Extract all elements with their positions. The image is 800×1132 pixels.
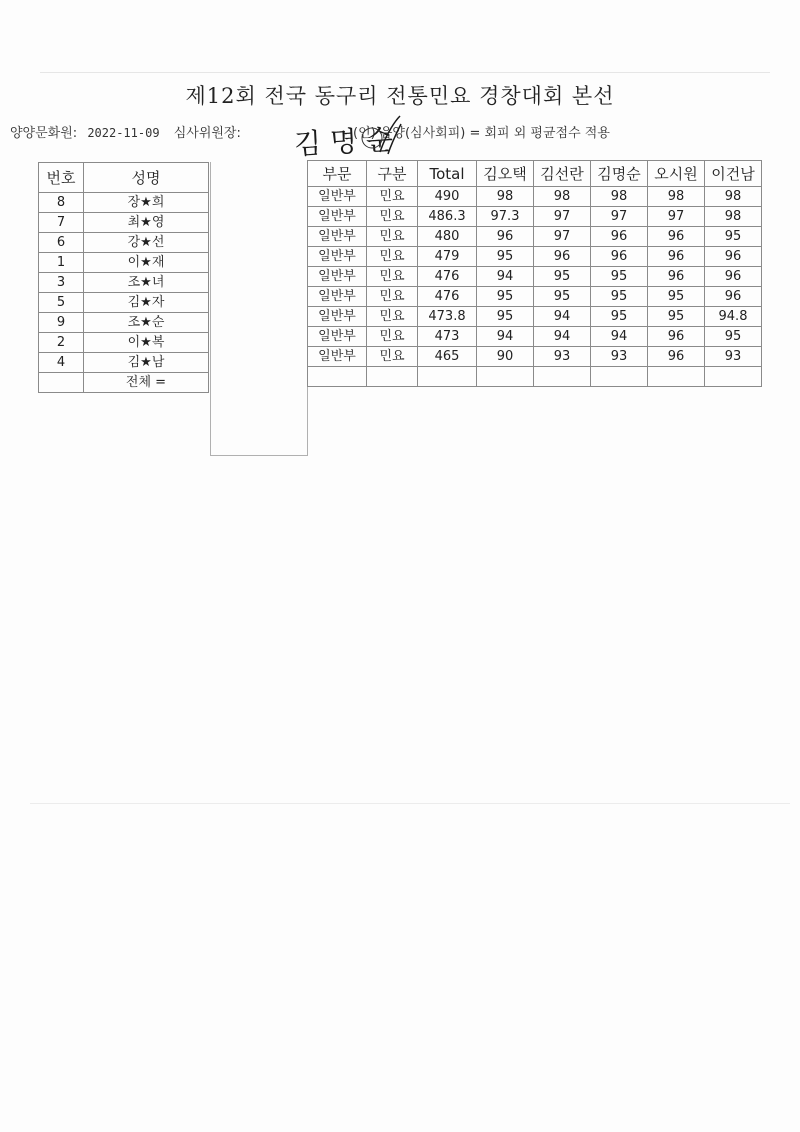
score-cell: 94 (534, 307, 591, 327)
score-cell: 98 (648, 187, 705, 207)
score-cell: 일반부 (308, 247, 367, 267)
score-cell: 95 (591, 267, 648, 287)
score-cell: 97 (534, 227, 591, 247)
table-row (39, 273, 209, 293)
score-cell: 98 (534, 187, 591, 207)
contestant-name: 장★희 (84, 193, 209, 213)
score-cell: 98 (477, 187, 534, 207)
score-cell: 490 (418, 187, 477, 207)
score-cell: 476 (418, 267, 477, 287)
empty-cell (705, 367, 762, 387)
score-cell: 민요 (367, 327, 418, 347)
contestant-number: 3 (39, 273, 84, 293)
table-row (39, 233, 209, 253)
score-cell: 96 (591, 227, 648, 247)
date-text: 2022-11-09 (87, 126, 160, 140)
total-row (39, 373, 209, 393)
table-row (308, 227, 762, 247)
empty-cell (648, 367, 705, 387)
empty-cell (308, 367, 367, 387)
score-cell: 95 (591, 287, 648, 307)
score-table (307, 160, 762, 387)
score-cell: 95 (705, 327, 762, 347)
table-row (308, 327, 762, 347)
contestant-number: 7 (39, 213, 84, 233)
score-cell: 95 (534, 267, 591, 287)
column-header: Total (418, 161, 477, 187)
score-cell: 일반부 (308, 227, 367, 247)
table-row (39, 293, 209, 313)
score-cell: 민요 (367, 347, 418, 367)
score-cell: 96 (591, 247, 648, 267)
contestant-number: 1 (39, 253, 84, 273)
table-row (308, 207, 762, 227)
column-header: 이건남 (705, 161, 762, 187)
table-row (39, 193, 209, 213)
contestant-table (38, 162, 209, 393)
contestant-name: 강★선 (84, 233, 209, 253)
score-cell: 476 (418, 287, 477, 307)
total-label: 전체 = (84, 373, 209, 393)
score-cell: 민요 (367, 307, 418, 327)
contestant-number: 8 (39, 193, 84, 213)
score-cell: 민요 (367, 287, 418, 307)
score-cell: 93 (534, 347, 591, 367)
score-cell: 486.3 (418, 207, 477, 227)
column-header: 오시원 (648, 161, 705, 187)
empty-cell (477, 367, 534, 387)
score-cell: 95 (534, 287, 591, 307)
contestant-name: 이★재 (84, 253, 209, 273)
column-header: 구분 (367, 161, 418, 187)
score-cell: 95 (591, 307, 648, 327)
table-row (308, 287, 762, 307)
contestant-number: 9 (39, 313, 84, 333)
table-row (308, 187, 762, 207)
score-cell: 97 (591, 207, 648, 227)
table-row (39, 353, 209, 373)
score-cell: 일반부 (308, 307, 367, 327)
total-empty-cell (39, 373, 84, 393)
score-cell: 일반부 (308, 347, 367, 367)
score-cell: 민요 (367, 187, 418, 207)
score-cell: 93 (591, 347, 648, 367)
score-cell: 98 (705, 207, 762, 227)
blank-area (210, 162, 308, 456)
table-row (308, 247, 762, 267)
score-cell: 96 (534, 247, 591, 267)
score-cell: 일반부 (308, 287, 367, 307)
score-cell: 95 (477, 307, 534, 327)
contestant-name: 최★영 (84, 213, 209, 233)
score-cell: 465 (418, 347, 477, 367)
score-cell: 97 (534, 207, 591, 227)
empty-cell (418, 367, 477, 387)
contestant-name: 이★복 (84, 333, 209, 353)
column-header: 김선란 (534, 161, 591, 187)
column-header: 부문 (308, 161, 367, 187)
score-cell: 97 (648, 207, 705, 227)
scoring-note: (인) 음양(심사회피) = 회피 외 평균점수 적용 (353, 126, 610, 141)
empty-cell (591, 367, 648, 387)
empty-cell (534, 367, 591, 387)
score-cell: 95 (477, 287, 534, 307)
score-cell: 94 (534, 327, 591, 347)
score-cell: 94 (591, 327, 648, 347)
score-cell: 96 (648, 247, 705, 267)
score-cell: 96 (648, 267, 705, 287)
score-cell: 98 (705, 187, 762, 207)
contestant-name: 조★순 (84, 313, 209, 333)
score-cell: 90 (477, 347, 534, 367)
score-cell: 민요 (367, 227, 418, 247)
score-cell: 일반부 (308, 187, 367, 207)
score-cell: 95 (648, 307, 705, 327)
score-cell: 97.3 (477, 207, 534, 227)
table-row (308, 347, 762, 367)
score-cell: 96 (648, 327, 705, 347)
table-row (308, 267, 762, 287)
score-cell: 94 (477, 327, 534, 347)
svg-text:김 명 순: 김 명 순 (293, 122, 394, 161)
score-cell: 479 (418, 247, 477, 267)
judge-label: 심사위원장: (173, 126, 241, 141)
score-cell: 473.8 (418, 307, 477, 327)
score-cell: 일반부 (308, 207, 367, 227)
header-number: 번호 (39, 163, 84, 193)
contestant-number: 4 (39, 353, 84, 373)
score-cell: 일반부 (308, 267, 367, 287)
score-cell: 93 (705, 347, 762, 367)
header-name: 성명 (84, 163, 209, 193)
score-cell: 94.8 (705, 307, 762, 327)
score-cell: 96 (648, 347, 705, 367)
contestant-number: 2 (39, 333, 84, 353)
table-row (39, 213, 209, 233)
column-header: 김오택 (477, 161, 534, 187)
scan-line-bottom (30, 803, 790, 804)
score-cell: 96 (705, 247, 762, 267)
contestant-name: 김★남 (84, 353, 209, 373)
score-cell: 480 (418, 227, 477, 247)
contestant-number: 6 (39, 233, 84, 253)
score-cell: 95 (705, 227, 762, 247)
contestant-name: 조★녀 (84, 273, 209, 293)
table-row (308, 307, 762, 327)
score-cell: 96 (477, 227, 534, 247)
score-cell: 민요 (367, 207, 418, 227)
table-row (39, 333, 209, 353)
score-cell: 96 (705, 267, 762, 287)
contestant-number: 5 (39, 293, 84, 313)
empty-row (308, 367, 762, 387)
score-cell: 민요 (367, 247, 418, 267)
scan-line-top (40, 72, 770, 73)
table-row (39, 313, 209, 333)
score-cell: 473 (418, 327, 477, 347)
score-cell: 98 (591, 187, 648, 207)
score-cell: 95 (477, 247, 534, 267)
score-cell: 94 (477, 267, 534, 287)
score-cell: 95 (648, 287, 705, 307)
contestant-name: 김★자 (84, 293, 209, 313)
score-cell: 민요 (367, 267, 418, 287)
score-cell: 일반부 (308, 327, 367, 347)
score-cell: 96 (648, 227, 705, 247)
empty-cell (367, 367, 418, 387)
page-title: 제12회 전국 동구리 전통민요 경창대회 본선 (185, 84, 615, 108)
column-header: 김명순 (591, 161, 648, 187)
handwritten-signature (292, 112, 402, 162)
table-row (39, 253, 209, 273)
organizer-label: 양양문화원: (10, 126, 78, 141)
score-cell: 96 (705, 287, 762, 307)
